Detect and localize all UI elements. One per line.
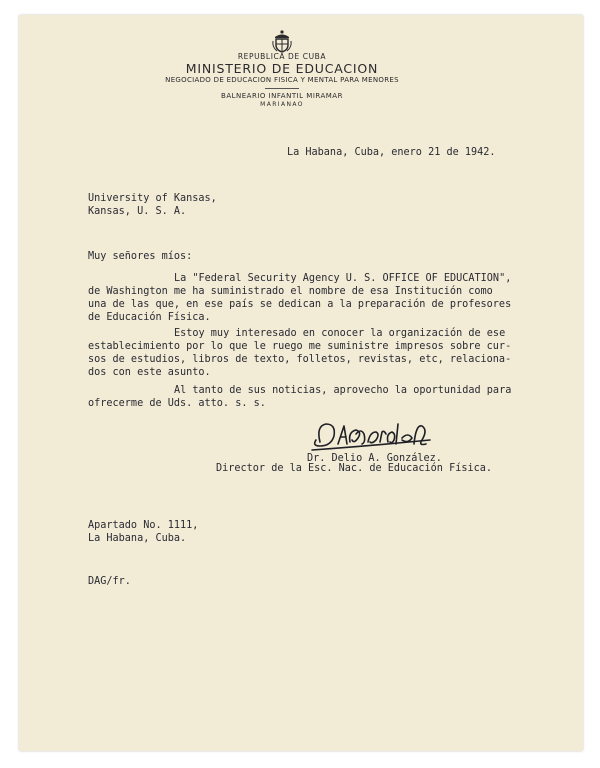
paragraph-1-line-3: una de las que, en ese país se dedican a la preparación de profesores [88, 299, 512, 310]
paragraph-2-line-1: Estoy muy interesado en conocer la organización de ese [174, 328, 506, 339]
paragraph-2-line-3: sos de estudios, libros de texto, folletos, revistas, etc, relaciona- [88, 354, 512, 365]
signatory-name: Dr. Delio A. González. [307, 453, 442, 464]
paragraph-2-line-2: establecimiento por lo que le ruego me suministre impresos sobre cur- [88, 341, 512, 352]
letterhead-republic: REPUBLICA DE CUBA [237, 52, 327, 61]
letterhead-facility: BALNEARIO INFANTIL MIRAMAR [221, 92, 343, 100]
paragraph-3-line-2: ofrecerme de Uds. atto. s. s. [88, 398, 266, 409]
letter-page [19, 15, 583, 751]
reference-initials: DAG/fr. [88, 576, 131, 587]
salutation: Muy señores míos: [88, 251, 193, 262]
recipient-line-2: Kansas, U. S. A. [88, 206, 187, 217]
recipient-line-1: University of Kansas, [88, 193, 217, 204]
coat-of-arms-icon [271, 29, 293, 53]
paragraph-1-line-2: de Washington me ha suministrado el nombre de esa Institución como [88, 286, 493, 297]
letter-date: La Habana, Cuba, enero 21 de 1942. [287, 147, 496, 158]
address-line-2: La Habana, Cuba. [88, 533, 187, 544]
paragraph-2-line-4: dos con este asunto. [88, 367, 211, 378]
address-line-1: Apartado No. 1111, [88, 520, 199, 531]
letterhead-ministry: MINISTERIO DE EDUCACION [185, 61, 379, 76]
paragraph-3-line-1: Al tanto de sus noticias, aprovecho la oportunidad para [174, 385, 512, 396]
letterhead-locality: MARIANAO [260, 101, 304, 108]
paragraph-1-line-4: de Educación Física. [88, 312, 211, 323]
letterhead-department: NEGOCIADO DE EDUCACION FISICA Y MENTAL PARA MENORES [165, 76, 399, 84]
letterhead-divider [265, 88, 299, 89]
signatory-title: Director de la Esc. Nac. de Educación Física. [216, 463, 493, 474]
paragraph-1-line-1: La "Federal Security Agency U. S. OFFICE OF EDUCATION", [174, 273, 512, 284]
